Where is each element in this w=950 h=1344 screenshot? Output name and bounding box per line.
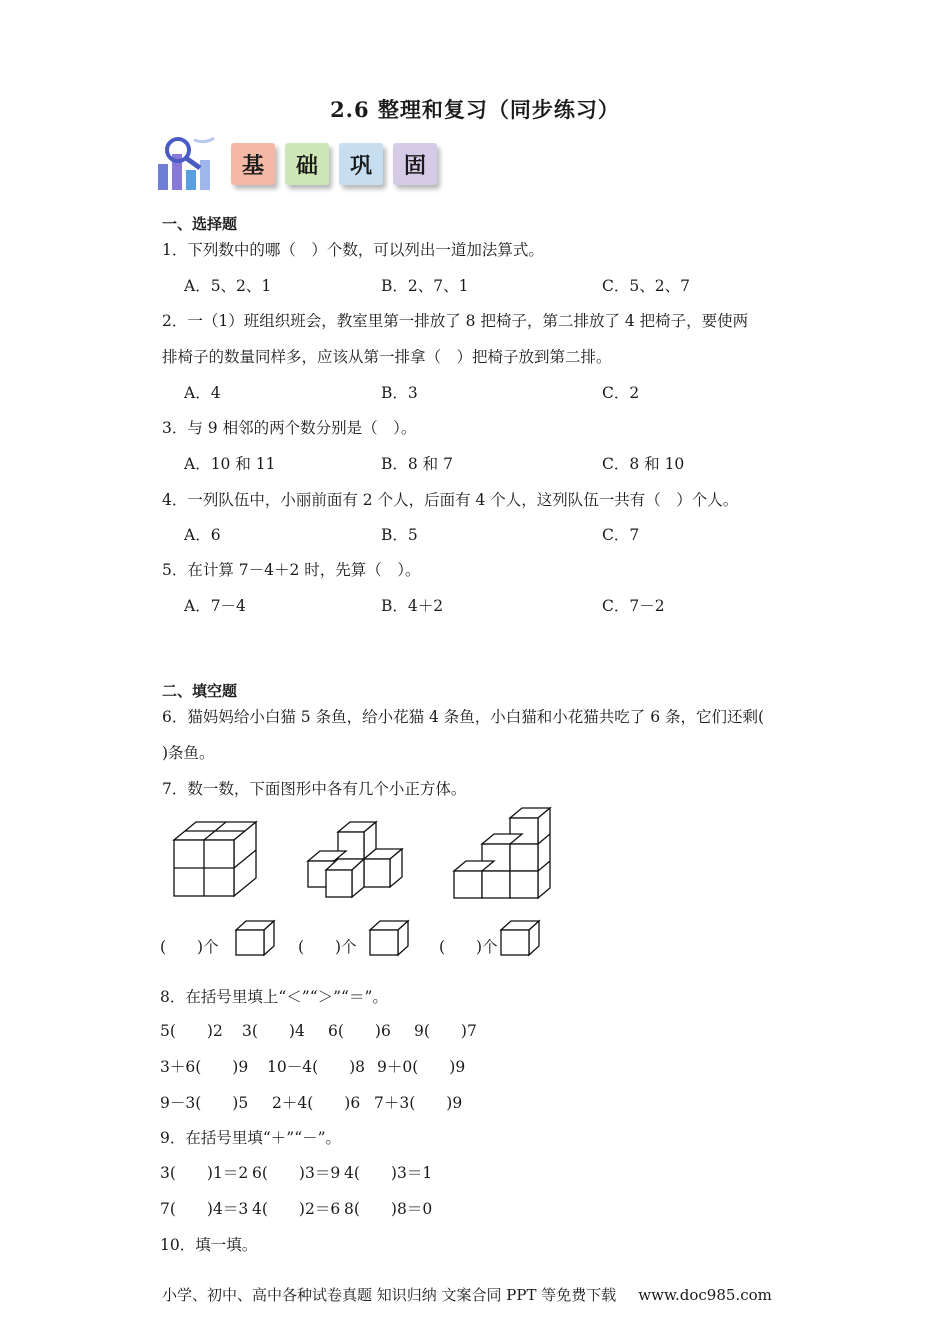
q8-item: 9－3( )5 <box>160 1094 249 1112</box>
q9-item: 7( )4＝3 <box>160 1200 249 1218</box>
q1-option-b: B．2、7、1 <box>381 277 469 295</box>
q3-option-c: C．8 和 10 <box>602 455 685 473</box>
q2-option-a: A．4 <box>184 384 221 402</box>
question-10: 10．填一填。 <box>160 1236 258 1254</box>
question-7: 7．数一数，下面图形中各有几个小正方体。 <box>162 780 467 798</box>
question-8: 8．在括号里填上“＜”“＞”“＝”。 <box>160 988 388 1006</box>
question-2-line-2: 排椅子的数量同样多，应该从第一排拿（ ）把椅子放到第二排。 <box>162 348 612 366</box>
q9-item: 8( )8＝0 <box>344 1200 433 1218</box>
q8-item: 7＋3( )9 <box>374 1094 463 1112</box>
footer-text: 小学、初中、高中各种试卷真题 知识归纳 文案合同 PPT 等免费下载 <box>162 1286 617 1304</box>
q5-option-b: B．4＋2 <box>381 597 444 615</box>
q8-item: 6( )6 <box>328 1022 391 1040</box>
banner-tile-4: 固 <box>393 143 437 185</box>
q7-answer-3: ( )个 <box>439 938 498 956</box>
q8-item: 3＋6( )9 <box>160 1058 249 1076</box>
q8-item: 3( )4 <box>242 1022 305 1040</box>
q4-option-a: A．6 <box>184 526 221 544</box>
question-2-line-1: 2．一（1）班组织班会，教室里第一排放了 8 把椅子，第二排放了 4 把椅子，要使两 <box>162 312 749 330</box>
q4-option-c: C．7 <box>602 526 640 544</box>
unit-cube-icon <box>368 918 410 958</box>
question-9: 9．在括号里填“＋”“－”。 <box>160 1129 342 1147</box>
footer <box>162 1284 772 1305</box>
banner-tile-1: 基 <box>231 143 275 185</box>
banner-tile-3: 巩 <box>339 143 383 185</box>
q5-option-c: C．7－2 <box>602 597 665 615</box>
q1-option-c: C．5、2、7 <box>602 277 690 295</box>
section-heading-choice: 一、选择题 <box>162 215 238 233</box>
q7-answer-2: ( )个 <box>298 938 357 956</box>
cube-figures <box>150 800 570 910</box>
q2-option-b: B．3 <box>381 384 418 402</box>
question-4: 4．一列队伍中，小丽前面有 2 个人，后面有 4 个人，这列队伍一共有（ ）个人。 <box>162 491 739 509</box>
q8-item: 5( )2 <box>160 1022 223 1040</box>
question-6-line-1: 6．猫妈妈给小白猫 5 条鱼，给小花猫 4 条鱼，小白猫和小花猫共吃了 6 条，它们还剩( <box>162 708 765 726</box>
q3-option-a: A．10 和 11 <box>184 455 276 473</box>
q9-item: 6( )3＝9 <box>252 1164 341 1182</box>
q9-item: 4( )3＝1 <box>344 1164 433 1182</box>
page-title: 2.6 整理和复习（同步练习） <box>330 97 620 122</box>
q9-item: 3( )1＝2 <box>160 1164 249 1182</box>
q5-option-a: A．7－4 <box>184 597 246 615</box>
q1-option-a: A．5、2、1 <box>184 277 272 295</box>
question-5: 5．在计算 7－4＋2 时，先算（ ）。 <box>162 561 421 579</box>
q2-option-c: C．2 <box>602 384 640 402</box>
question-3: 3．与 9 相邻的两个数分别是（ ）。 <box>162 419 417 437</box>
q7-answer-1: ( )个 <box>160 938 219 956</box>
q4-option-b: B．5 <box>381 526 418 544</box>
question-1: 1．下列数中的哪（ ）个数，可以列出一道加法算式。 <box>162 241 544 259</box>
q9-item: 4( )2＝6 <box>252 1200 341 1218</box>
cube-figure-3 <box>454 808 550 898</box>
unit-cube-icon <box>234 918 276 958</box>
q8-item: 2＋4( )6 <box>272 1094 361 1112</box>
footer-url[interactable]: www.doc985.com <box>638 1286 772 1304</box>
cube-figure-2 <box>308 822 402 897</box>
banner-tile-2: 础 <box>285 143 329 185</box>
q8-item: 9＋0( )9 <box>377 1058 466 1076</box>
cube-figure-1 <box>174 822 256 896</box>
section-heading-fill: 二、填空题 <box>162 682 238 700</box>
magnifier-icon <box>156 134 222 194</box>
question-6-line-2: )条鱼。 <box>162 744 215 762</box>
q8-item: 10－4( )8 <box>267 1058 366 1076</box>
unit-cube-icon <box>499 918 543 958</box>
q8-item: 9( )7 <box>414 1022 477 1040</box>
q3-option-b: B．8 和 7 <box>381 455 453 473</box>
